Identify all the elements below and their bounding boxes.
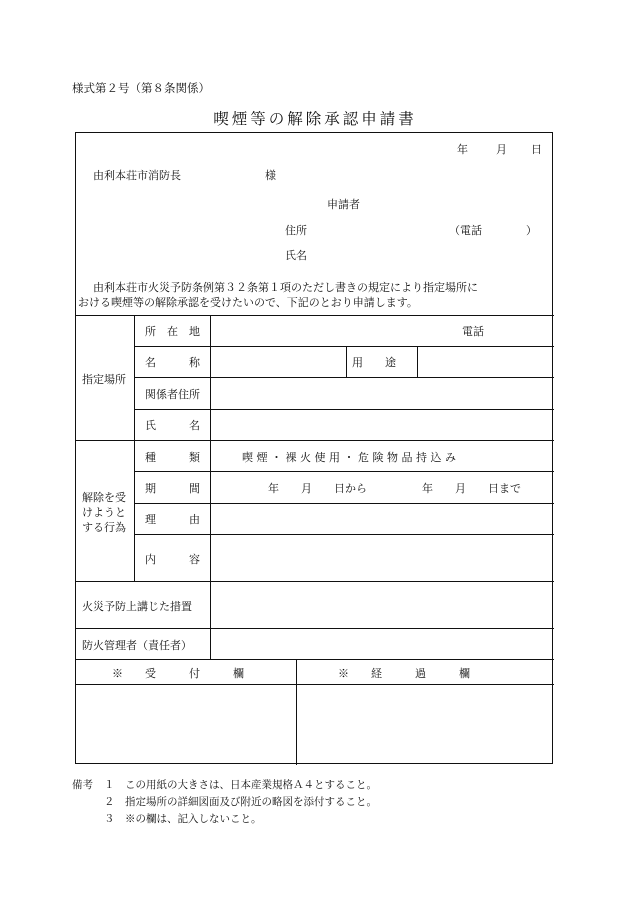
column-divider [296, 659, 297, 765]
note-number: ２ [104, 796, 115, 808]
date-day[interactable]: 日 [531, 143, 542, 156]
row-divider [134, 503, 554, 504]
addressee-honorific: 様 [265, 169, 276, 182]
note-number: １ [104, 779, 115, 791]
location-label: 所 在 地 [145, 325, 200, 338]
progress-column-label: ※ 経 過 欄 [338, 667, 470, 680]
person-name-label: 氏 名 [145, 419, 200, 432]
content-label: 内 容 [145, 553, 200, 566]
form-number: 様式第２号（第８条関係） [72, 81, 210, 95]
designated-place-label: 指定場所 [82, 373, 126, 386]
applicant-phone-label[interactable]: （電話 ） [449, 224, 537, 237]
applicant-address-label[interactable]: 住所 [285, 224, 307, 237]
fire-prevention-measures-label: 火災予防上講じた措置 [82, 600, 192, 613]
notes-heading: 備考 [72, 779, 93, 791]
action-label-line-3: する行為 [82, 521, 126, 534]
facility-name-field[interactable] [216, 351, 342, 373]
column-divider [134, 315, 135, 581]
column-divider [210, 315, 211, 659]
addressee: 由利本荘市消防長 [93, 169, 181, 182]
action-label-line-1: 解除を受 [82, 491, 126, 504]
date-year[interactable]: 年 [457, 143, 468, 156]
statement-line-1: 由利本荘市火災予防条例第３２条第１項のただし書きの規定により指定場所に [93, 281, 478, 294]
note-text: この用紙の大きさは、日本産業規格Ａ４とすること。 [125, 779, 377, 791]
note-text: 指定場所の詳細図面及び附近の略図を添付すること。 [125, 796, 377, 808]
content-field[interactable] [216, 538, 550, 578]
note-number: ３ [104, 813, 115, 825]
form-title: 喫煙等の解除承認申請書 [213, 110, 417, 128]
row-divider [76, 684, 554, 685]
location-field[interactable] [216, 323, 456, 341]
row-divider [134, 471, 554, 472]
row-divider [76, 659, 554, 660]
fire-manager-label: 防火管理者（責任者） [82, 639, 192, 652]
reason-field[interactable] [216, 507, 550, 529]
location-phone-label: 電話 [462, 325, 484, 338]
action-type-label: 種 類 [145, 451, 200, 464]
period-to[interactable]: 年 月 日まで [422, 482, 521, 495]
person-name-field[interactable] [216, 414, 550, 436]
statement-line-2: おける喫煙等の解除承認を受けたいので、下記のとおり申請します。 [78, 296, 418, 309]
row-divider [134, 534, 554, 535]
period-label: 期 間 [145, 482, 200, 495]
action-label-line-2: けようと [82, 506, 126, 519]
related-address-label: 関係者住所 [145, 388, 200, 401]
row-divider [134, 377, 554, 378]
fire-prevention-measures-field[interactable] [216, 585, 550, 625]
action-type-options[interactable]: 喫 煙 ・ 裸 火 使 用 ・ 危 険 物 品 持 込 み [242, 451, 456, 464]
column-divider [346, 346, 347, 377]
fire-manager-field[interactable] [216, 632, 550, 656]
use-label: 用 途 [352, 356, 396, 369]
application-form-table [75, 132, 553, 764]
reception-column-label: ※ 受 付 欄 [112, 667, 244, 680]
row-divider [76, 628, 554, 629]
use-field[interactable] [422, 351, 550, 373]
date-month[interactable]: 月 [496, 143, 507, 156]
row-divider [76, 440, 554, 441]
applicant-name-label[interactable]: 氏名 [285, 249, 307, 262]
facility-name-label: 名 称 [145, 356, 200, 369]
related-address-field[interactable] [216, 382, 550, 404]
row-divider [134, 346, 554, 347]
period-from[interactable]: 年 月 日から [268, 482, 367, 495]
column-divider [417, 346, 418, 377]
row-divider [76, 315, 554, 316]
reason-label: 理 由 [145, 513, 200, 526]
note-text: ※の欄は、記入しないこと。 [125, 813, 262, 825]
applicant-label: 申請者 [327, 198, 360, 211]
row-divider [134, 409, 554, 410]
row-divider [76, 581, 554, 582]
